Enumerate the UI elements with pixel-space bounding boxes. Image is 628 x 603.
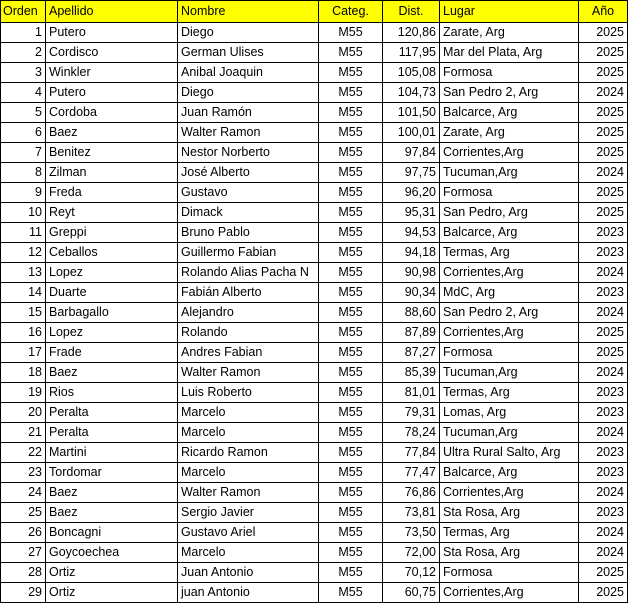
cell-apellido[interactable]: Lopez bbox=[46, 323, 178, 343]
cell-categ[interactable]: M55 bbox=[319, 543, 383, 563]
cell-apellido[interactable]: Putero bbox=[46, 83, 178, 103]
cell-dist[interactable]: 77,47 bbox=[383, 463, 440, 483]
cell-dist[interactable]: 73,81 bbox=[383, 503, 440, 523]
cell-lugar[interactable]: San Pedro, Arg bbox=[440, 203, 579, 223]
cell-apellido[interactable]: Ortiz bbox=[46, 563, 178, 583]
table-row bbox=[1, 403, 628, 423]
cell-apellido[interactable]: Rios bbox=[46, 383, 178, 403]
cell-nombre[interactable]: Rolando bbox=[178, 323, 319, 343]
header-row bbox=[1, 1, 628, 23]
cell-anio[interactable]: 2024 bbox=[579, 263, 628, 283]
cell-lugar[interactable]: Corrientes,Arg bbox=[440, 323, 579, 343]
cell-lugar[interactable]: San Pedro 2, Arg bbox=[440, 83, 579, 103]
table-row bbox=[1, 243, 628, 263]
cell-categ[interactable]: M55 bbox=[319, 163, 383, 183]
cell-orden[interactable]: 13 bbox=[1, 263, 46, 283]
cell-nombre[interactable]: Juan Ramón bbox=[178, 103, 319, 123]
cell-lugar[interactable]: San Pedro 2, Arg bbox=[440, 303, 579, 323]
cell-nombre[interactable]: Nestor Norberto bbox=[178, 143, 319, 163]
cell-nombre[interactable]: Guillermo Fabian bbox=[178, 243, 319, 263]
table-row bbox=[1, 443, 628, 463]
cell-orden[interactable]: 28 bbox=[1, 563, 46, 583]
cell-anio[interactable]: 2025 bbox=[579, 343, 628, 363]
cell-apellido[interactable]: Duarte bbox=[46, 283, 178, 303]
cell-lugar[interactable]: Tucuman,Arg bbox=[440, 363, 579, 383]
cell-lugar[interactable]: Zarate, Arg bbox=[440, 23, 579, 43]
cell-anio[interactable]: 2024 bbox=[579, 523, 628, 543]
table-row bbox=[1, 503, 628, 523]
cell-lugar[interactable]: Balcarce, Arg bbox=[440, 223, 579, 243]
cell-apellido[interactable]: Cordisco bbox=[46, 43, 178, 63]
cell-anio[interactable]: 2025 bbox=[579, 143, 628, 163]
cell-lugar[interactable]: Corrientes,Arg bbox=[440, 143, 579, 163]
table-row bbox=[1, 363, 628, 383]
table-row bbox=[1, 83, 628, 103]
cell-apellido[interactable]: Barbagallo bbox=[46, 303, 178, 323]
cell-categ[interactable]: M55 bbox=[319, 423, 383, 443]
cell-anio[interactable]: 2024 bbox=[579, 483, 628, 503]
cell-categ[interactable]: M55 bbox=[319, 403, 383, 423]
table-row bbox=[1, 103, 628, 123]
cell-categ[interactable]: M55 bbox=[319, 483, 383, 503]
cell-orden[interactable]: 16 bbox=[1, 323, 46, 343]
cell-lugar[interactable]: MdC, Arg bbox=[440, 283, 579, 303]
cell-categ[interactable]: M55 bbox=[319, 203, 383, 223]
cell-dist[interactable]: 95,31 bbox=[383, 203, 440, 223]
cell-apellido[interactable]: Goycoechea bbox=[46, 543, 178, 563]
cell-apellido[interactable]: Cordoba bbox=[46, 103, 178, 123]
cell-nombre[interactable]: Walter Ramon bbox=[178, 123, 319, 143]
table-row bbox=[1, 463, 628, 483]
table-row bbox=[1, 563, 628, 583]
cell-categ[interactable]: M55 bbox=[319, 43, 383, 63]
header-nombre[interactable]: Nombre bbox=[178, 1, 319, 23]
cell-dist[interactable]: 117,95 bbox=[383, 43, 440, 63]
table-header bbox=[1, 1, 628, 23]
cell-dist[interactable]: 94,53 bbox=[383, 223, 440, 243]
cell-apellido[interactable]: Lopez bbox=[46, 263, 178, 283]
cell-orden[interactable]: 22 bbox=[1, 443, 46, 463]
cell-anio[interactable]: 2024 bbox=[579, 83, 628, 103]
cell-lugar[interactable]: Corrientes,Arg bbox=[440, 583, 579, 603]
cell-orden[interactable]: 25 bbox=[1, 503, 46, 523]
header-dist[interactable]: Dist. bbox=[383, 1, 440, 23]
cell-categ[interactable]: M55 bbox=[319, 263, 383, 283]
table-row bbox=[1, 143, 628, 163]
cell-anio[interactable]: 2025 bbox=[579, 183, 628, 203]
table-row bbox=[1, 283, 628, 303]
cell-apellido[interactable]: Ceballos bbox=[46, 243, 178, 263]
cell-anio[interactable]: 2025 bbox=[579, 563, 628, 583]
cell-anio[interactable]: 2023 bbox=[579, 223, 628, 243]
cell-orden[interactable]: 5 bbox=[1, 103, 46, 123]
header-orden[interactable]: Orden bbox=[1, 1, 46, 23]
cell-anio[interactable]: 2025 bbox=[579, 43, 628, 63]
cell-categ[interactable]: M55 bbox=[319, 143, 383, 163]
cell-apellido[interactable]: Baez bbox=[46, 483, 178, 503]
cell-categ[interactable]: M55 bbox=[319, 123, 383, 143]
cell-categ[interactable]: M55 bbox=[319, 103, 383, 123]
cell-apellido[interactable]: Baez bbox=[46, 503, 178, 523]
cell-anio[interactable]: 2025 bbox=[579, 583, 628, 603]
cell-dist[interactable]: 78,24 bbox=[383, 423, 440, 443]
cell-categ[interactable]: M55 bbox=[319, 343, 383, 363]
table-row bbox=[1, 263, 628, 283]
cell-lugar[interactable]: Corrientes,Arg bbox=[440, 263, 579, 283]
cell-orden[interactable]: 19 bbox=[1, 383, 46, 403]
cell-lugar[interactable]: Balcarce, Arg bbox=[440, 103, 579, 123]
cell-orden[interactable]: 10 bbox=[1, 203, 46, 223]
cell-apellido[interactable]: Frade bbox=[46, 343, 178, 363]
cell-nombre[interactable]: Marcelo bbox=[178, 423, 319, 443]
cell-categ[interactable]: M55 bbox=[319, 283, 383, 303]
table-row bbox=[1, 123, 628, 143]
cell-apellido[interactable]: Peralta bbox=[46, 423, 178, 443]
cell-lugar[interactable]: Lomas, Arg bbox=[440, 403, 579, 423]
table-row bbox=[1, 183, 628, 203]
cell-nombre[interactable]: Juan Antonio bbox=[178, 563, 319, 583]
cell-lugar[interactable]: Zarate, Arg bbox=[440, 123, 579, 143]
cell-nombre[interactable]: Diego bbox=[178, 83, 319, 103]
cell-dist[interactable]: 88,60 bbox=[383, 303, 440, 323]
cell-orden[interactable]: 15 bbox=[1, 303, 46, 323]
cell-lugar[interactable]: Termas, Arg bbox=[440, 383, 579, 403]
cell-nombre[interactable]: Marcelo bbox=[178, 543, 319, 563]
cell-apellido[interactable]: Ortiz bbox=[46, 583, 178, 603]
header-anio[interactable]: Año bbox=[579, 1, 628, 23]
cell-dist[interactable]: 73,50 bbox=[383, 523, 440, 543]
cell-apellido[interactable]: Peralta bbox=[46, 403, 178, 423]
cell-categ[interactable]: M55 bbox=[319, 243, 383, 263]
cell-anio[interactable]: 2024 bbox=[579, 363, 628, 383]
cell-apellido[interactable]: Baez bbox=[46, 123, 178, 143]
cell-orden[interactable]: 21 bbox=[1, 423, 46, 443]
cell-nombre[interactable]: Rolando Alias Pacha N bbox=[178, 263, 319, 283]
cell-apellido[interactable]: Tordomar bbox=[46, 463, 178, 483]
cell-apellido[interactable]: Martini bbox=[46, 443, 178, 463]
cell-apellido[interactable]: Freda bbox=[46, 183, 178, 203]
cell-orden[interactable]: 6 bbox=[1, 123, 46, 143]
table-row bbox=[1, 523, 628, 543]
cell-nombre[interactable]: juan Antonio bbox=[178, 583, 319, 603]
cell-lugar[interactable]: Formosa bbox=[440, 63, 579, 83]
cell-anio[interactable]: 2024 bbox=[579, 423, 628, 443]
cell-anio[interactable]: 2025 bbox=[579, 63, 628, 83]
cell-nombre[interactable]: Anibal Joaquin bbox=[178, 63, 319, 83]
cell-nombre[interactable]: Walter Ramon bbox=[178, 363, 319, 383]
cell-dist[interactable]: 70,12 bbox=[383, 563, 440, 583]
cell-dist[interactable]: 72,00 bbox=[383, 543, 440, 563]
table-row bbox=[1, 223, 628, 243]
cell-dist[interactable]: 120,86 bbox=[383, 23, 440, 43]
cell-dist[interactable]: 76,86 bbox=[383, 483, 440, 503]
cell-dist[interactable]: 97,84 bbox=[383, 143, 440, 163]
table-row bbox=[1, 203, 628, 223]
cell-lugar[interactable]: Formosa bbox=[440, 563, 579, 583]
cell-lugar[interactable]: Sta Rosa, Arg bbox=[440, 543, 579, 563]
cell-orden[interactable]: 1 bbox=[1, 23, 46, 43]
cell-nombre[interactable]: Gustavo bbox=[178, 183, 319, 203]
cell-lugar[interactable]: Formosa bbox=[440, 343, 579, 363]
cell-anio[interactable]: 2025 bbox=[579, 323, 628, 343]
cell-anio[interactable]: 2025 bbox=[579, 23, 628, 43]
cell-nombre[interactable]: Sergio Javier bbox=[178, 503, 319, 523]
cell-orden[interactable]: 27 bbox=[1, 543, 46, 563]
cell-nombre[interactable]: Marcelo bbox=[178, 463, 319, 483]
cell-apellido[interactable]: Putero bbox=[46, 23, 178, 43]
cell-dist[interactable]: 90,98 bbox=[383, 263, 440, 283]
cell-anio[interactable]: 2025 bbox=[579, 103, 628, 123]
cell-apellido[interactable]: Reyt bbox=[46, 203, 178, 223]
table-row bbox=[1, 23, 628, 43]
cell-anio[interactable]: 2023 bbox=[579, 443, 628, 463]
cell-orden[interactable]: 11 bbox=[1, 223, 46, 243]
table-row bbox=[1, 583, 628, 603]
header-apellido[interactable]: Apellido bbox=[46, 1, 178, 23]
cell-categ[interactable]: M55 bbox=[319, 583, 383, 603]
cell-apellido[interactable]: Winkler bbox=[46, 63, 178, 83]
table-row bbox=[1, 303, 628, 323]
cell-lugar[interactable]: Tucuman,Arg bbox=[440, 423, 579, 443]
cell-anio[interactable]: 2023 bbox=[579, 283, 628, 303]
cell-lugar[interactable]: Formosa bbox=[440, 183, 579, 203]
cell-lugar[interactable]: Corrientes,Arg bbox=[440, 483, 579, 503]
cell-dist[interactable]: 97,75 bbox=[383, 163, 440, 183]
cell-anio[interactable]: 2023 bbox=[579, 463, 628, 483]
cell-categ[interactable]: M55 bbox=[319, 503, 383, 523]
cell-categ[interactable]: M55 bbox=[319, 63, 383, 83]
cell-dist[interactable]: 104,73 bbox=[383, 83, 440, 103]
cell-anio[interactable]: 2023 bbox=[579, 503, 628, 523]
cell-dist[interactable]: 60,75 bbox=[383, 583, 440, 603]
cell-lugar[interactable]: Ultra Rural Salto, Arg bbox=[440, 443, 579, 463]
cell-dist[interactable]: 94,18 bbox=[383, 243, 440, 263]
cell-orden[interactable]: 14 bbox=[1, 283, 46, 303]
cell-anio[interactable]: 2025 bbox=[579, 203, 628, 223]
cell-lugar[interactable]: Sta Rosa, Arg bbox=[440, 503, 579, 523]
cell-orden[interactable]: 4 bbox=[1, 83, 46, 103]
cell-dist[interactable]: 87,27 bbox=[383, 343, 440, 363]
cell-categ[interactable]: M55 bbox=[319, 523, 383, 543]
table-row bbox=[1, 423, 628, 443]
cell-nombre[interactable]: Luis Roberto bbox=[178, 383, 319, 403]
cell-orden[interactable]: 17 bbox=[1, 343, 46, 363]
cell-orden[interactable]: 7 bbox=[1, 143, 46, 163]
cell-apellido[interactable]: Benitez bbox=[46, 143, 178, 163]
cell-lugar[interactable]: Balcarce, Arg bbox=[440, 463, 579, 483]
cell-nombre[interactable]: Alejandro bbox=[178, 303, 319, 323]
cell-orden[interactable]: 23 bbox=[1, 463, 46, 483]
cell-anio[interactable]: 2023 bbox=[579, 403, 628, 423]
cell-anio[interactable]: 2023 bbox=[579, 243, 628, 263]
cell-orden[interactable]: 20 bbox=[1, 403, 46, 423]
cell-categ[interactable]: M55 bbox=[319, 83, 383, 103]
cell-nombre[interactable]: Diego bbox=[178, 23, 319, 43]
cell-apellido[interactable]: Greppi bbox=[46, 223, 178, 243]
cell-categ[interactable]: M55 bbox=[319, 323, 383, 343]
cell-categ[interactable]: M55 bbox=[319, 443, 383, 463]
cell-nombre[interactable]: Gustavo Ariel bbox=[178, 523, 319, 543]
cell-nombre[interactable]: German Ulises bbox=[178, 43, 319, 63]
cell-nombre[interactable]: Dimack bbox=[178, 203, 319, 223]
cell-apellido[interactable]: Zilman bbox=[46, 163, 178, 183]
cell-nombre[interactable]: Andres Fabian bbox=[178, 343, 319, 363]
cell-orden[interactable]: 3 bbox=[1, 63, 46, 83]
table-row bbox=[1, 63, 628, 83]
cell-orden[interactable]: 26 bbox=[1, 523, 46, 543]
table-row bbox=[1, 323, 628, 343]
cell-anio[interactable]: 2024 bbox=[579, 163, 628, 183]
cell-nombre[interactable]: Fabián Alberto bbox=[178, 283, 319, 303]
cell-apellido[interactable]: Boncagni bbox=[46, 523, 178, 543]
cell-orden[interactable]: 12 bbox=[1, 243, 46, 263]
cell-lugar[interactable]: Termas, Arg bbox=[440, 243, 579, 263]
cell-orden[interactable]: 29 bbox=[1, 583, 46, 603]
cell-dist[interactable]: 81,01 bbox=[383, 383, 440, 403]
cell-nombre[interactable]: José Alberto bbox=[178, 163, 319, 183]
cell-nombre[interactable]: Ricardo Ramon bbox=[178, 443, 319, 463]
table-row bbox=[1, 343, 628, 363]
cell-orden[interactable]: 8 bbox=[1, 163, 46, 183]
cell-categ[interactable]: M55 bbox=[319, 23, 383, 43]
cell-anio[interactable]: 2024 bbox=[579, 303, 628, 323]
cell-categ[interactable]: M55 bbox=[319, 383, 383, 403]
cell-dist[interactable]: 85,39 bbox=[383, 363, 440, 383]
cell-nombre[interactable]: Walter Ramon bbox=[178, 483, 319, 503]
cell-categ[interactable]: M55 bbox=[319, 183, 383, 203]
table-row bbox=[1, 43, 628, 63]
cell-dist[interactable]: 79,31 bbox=[383, 403, 440, 423]
cell-lugar[interactable]: Mar del Plata, Arg bbox=[440, 43, 579, 63]
cell-orden[interactable]: 9 bbox=[1, 183, 46, 203]
cell-orden[interactable]: 18 bbox=[1, 363, 46, 383]
cell-dist[interactable]: 90,34 bbox=[383, 283, 440, 303]
cell-nombre[interactable]: Marcelo bbox=[178, 403, 319, 423]
cell-dist[interactable]: 77,84 bbox=[383, 443, 440, 463]
cell-lugar[interactable]: Termas, Arg bbox=[440, 523, 579, 543]
cell-dist[interactable]: 87,89 bbox=[383, 323, 440, 343]
cell-categ[interactable]: M55 bbox=[319, 363, 383, 383]
cell-anio[interactable]: 2025 bbox=[579, 123, 628, 143]
header-lugar[interactable]: Lugar bbox=[440, 1, 579, 23]
cell-orden[interactable]: 2 bbox=[1, 43, 46, 63]
cell-dist[interactable]: 101,50 bbox=[383, 103, 440, 123]
cell-dist[interactable]: 105,08 bbox=[383, 63, 440, 83]
cell-categ[interactable]: M55 bbox=[319, 303, 383, 323]
cell-lugar[interactable]: Tucuman,Arg bbox=[440, 163, 579, 183]
cell-anio[interactable]: 2023 bbox=[579, 383, 628, 403]
header-categ[interactable]: Categ. bbox=[319, 1, 383, 23]
table-row bbox=[1, 383, 628, 403]
cell-orden[interactable]: 24 bbox=[1, 483, 46, 503]
cell-nombre[interactable]: Bruno Pablo bbox=[178, 223, 319, 243]
table-body bbox=[1, 23, 628, 603]
table-row bbox=[1, 483, 628, 503]
cell-anio[interactable]: 2024 bbox=[579, 543, 628, 563]
cell-dist[interactable]: 96,20 bbox=[383, 183, 440, 203]
table-row bbox=[1, 163, 628, 183]
cell-categ[interactable]: M55 bbox=[319, 463, 383, 483]
cell-dist[interactable]: 100,01 bbox=[383, 123, 440, 143]
cell-categ[interactable]: M55 bbox=[319, 223, 383, 243]
cell-apellido[interactable]: Baez bbox=[46, 363, 178, 383]
cell-categ[interactable]: M55 bbox=[319, 563, 383, 583]
table-row bbox=[1, 543, 628, 563]
